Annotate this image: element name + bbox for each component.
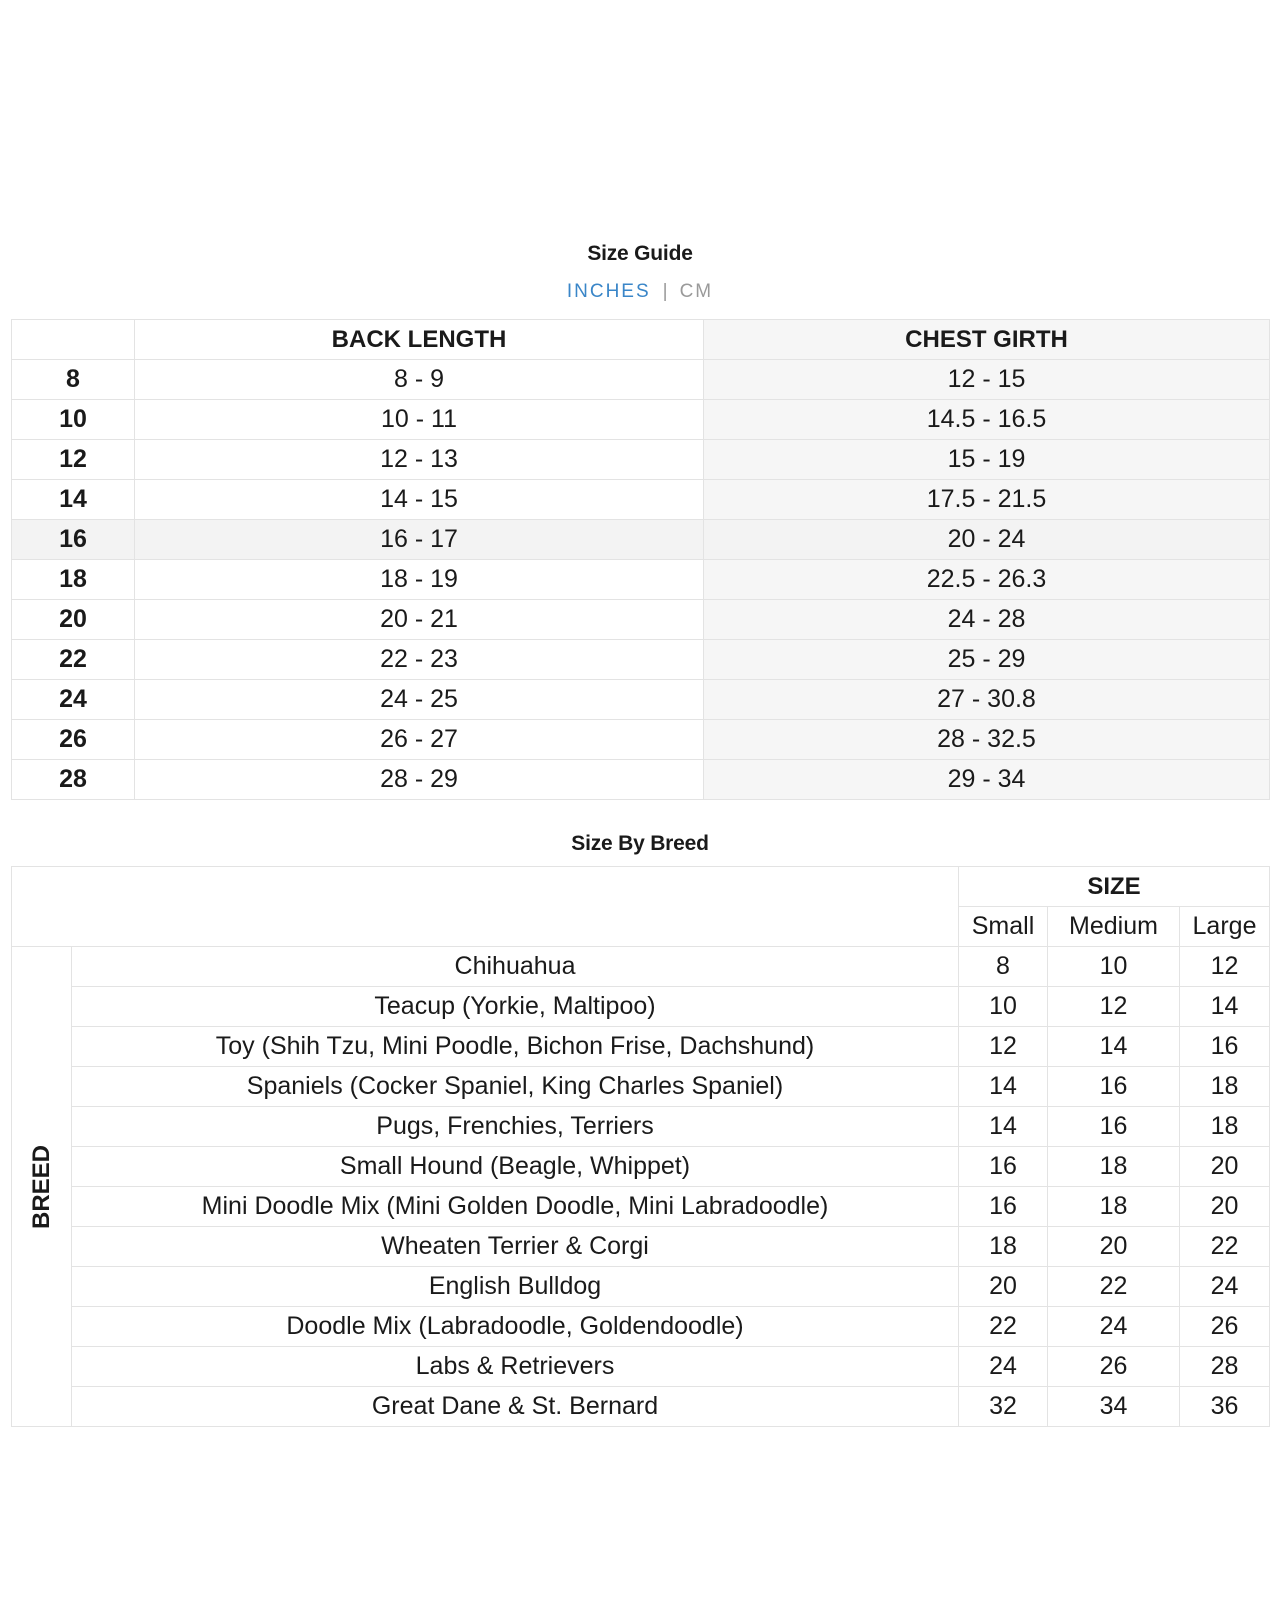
size-cell: 20 <box>12 600 135 640</box>
unit-option-inches[interactable]: INCHES <box>566 281 651 302</box>
table-row <box>12 360 1270 400</box>
table-row <box>12 1067 1270 1107</box>
table-row <box>12 440 1270 480</box>
chest-girth-cell: 12 - 15 <box>704 360 1270 400</box>
medium-size-cell: 18 <box>1048 1147 1180 1187</box>
table-row <box>12 1267 1270 1307</box>
chest-girth-cell: 27 - 30.8 <box>704 680 1270 720</box>
medium-size-cell: 16 <box>1048 1067 1180 1107</box>
unit-toggle <box>0 281 1280 303</box>
small-size-cell: 14 <box>959 1067 1048 1107</box>
table-row <box>12 640 1270 680</box>
chest-girth-cell: 15 - 19 <box>704 440 1270 480</box>
table-row <box>12 1387 1270 1427</box>
medium-size-cell: 26 <box>1048 1347 1180 1387</box>
breed-name-cell: Great Dane & St. Bernard <box>72 1387 959 1427</box>
unit-option-cm[interactable]: CM <box>679 281 714 302</box>
header-size <box>12 320 135 360</box>
back-length-cell: 26 - 27 <box>135 720 704 760</box>
size-cell: 12 <box>12 440 135 480</box>
large-size-cell: 14 <box>1180 987 1270 1027</box>
table-row <box>12 1307 1270 1347</box>
breed-label-cell <box>12 947 72 1427</box>
breed-name-cell: Small Hound (Beagle, Whippet) <box>72 1147 959 1187</box>
chest-girth-cell: 20 - 24 <box>704 520 1270 560</box>
small-size-cell: 20 <box>959 1267 1048 1307</box>
size-by-breed-title: Size By Breed <box>571 832 709 855</box>
medium-size-cell: 22 <box>1048 1267 1180 1307</box>
chest-girth-cell: 22.5 - 26.3 <box>704 560 1270 600</box>
header-back-length: BACK LENGTH <box>135 320 704 360</box>
chest-girth-cell: 14.5 - 16.5 <box>704 400 1270 440</box>
small-size-cell: 16 <box>959 1187 1048 1227</box>
medium-size-cell: 34 <box>1048 1387 1180 1427</box>
size-header: SIZE <box>959 867 1270 907</box>
size-by-breed-table <box>11 866 1270 1427</box>
small-size-cell: 18 <box>959 1227 1048 1267</box>
back-length-cell: 16 - 17 <box>135 520 704 560</box>
table-row <box>12 947 1270 987</box>
large-size-cell: 28 <box>1180 1347 1270 1387</box>
table-row <box>12 400 1270 440</box>
breed-name-cell: Chihuahua <box>72 947 959 987</box>
medium-size-cell: 16 <box>1048 1107 1180 1147</box>
medium-size-cell: 24 <box>1048 1307 1180 1347</box>
small-size-cell: 32 <box>959 1387 1048 1427</box>
breed-name-cell: Teacup (Yorkie, Maltipoo) <box>72 987 959 1027</box>
medium-size-cell: 10 <box>1048 947 1180 987</box>
size-cell: 22 <box>12 640 135 680</box>
small-size-cell: 12 <box>959 1027 1048 1067</box>
large-size-cell: 12 <box>1180 947 1270 987</box>
medium-size-cell: 12 <box>1048 987 1180 1027</box>
table-row <box>12 560 1270 600</box>
size-cell: 24 <box>12 680 135 720</box>
table-row <box>12 720 1270 760</box>
breed-name-cell: Mini Doodle Mix (Mini Golden Doodle, Mini Labradoodle) <box>72 1187 959 1227</box>
back-length-cell: 24 - 25 <box>135 680 704 720</box>
size-guide-table <box>11 319 1270 800</box>
size-cell: 26 <box>12 720 135 760</box>
table-row <box>12 600 1270 640</box>
table-row <box>12 987 1270 1027</box>
medium-size-cell: 18 <box>1048 1187 1180 1227</box>
breed-size-header-row <box>12 867 1270 907</box>
large-size-cell: 24 <box>1180 1267 1270 1307</box>
table-row <box>12 680 1270 720</box>
small-size-cell: 16 <box>959 1147 1048 1187</box>
chest-girth-cell: 28 - 32.5 <box>704 720 1270 760</box>
breed-name-cell: English Bulldog <box>72 1267 959 1307</box>
table-row <box>12 1027 1270 1067</box>
size-cell: 8 <box>12 360 135 400</box>
medium-size-cell: 20 <box>1048 1227 1180 1267</box>
back-length-cell: 20 - 21 <box>135 600 704 640</box>
breed-name-cell: Pugs, Frenchies, Terriers <box>72 1107 959 1147</box>
small-size-cell: 14 <box>959 1107 1048 1147</box>
size-guide-header-row <box>12 320 1270 360</box>
large-size-cell: 26 <box>1180 1307 1270 1347</box>
large-size-cell: 18 <box>1180 1067 1270 1107</box>
table-row <box>12 760 1270 800</box>
header-chest-girth: CHEST GIRTH <box>704 320 1270 360</box>
size-cell: 16 <box>12 520 135 560</box>
table-row <box>12 1347 1270 1387</box>
back-length-cell: 8 - 9 <box>135 360 704 400</box>
column-header-large: Large <box>1180 907 1270 947</box>
back-length-cell: 28 - 29 <box>135 760 704 800</box>
unit-separator: | <box>662 281 668 302</box>
large-size-cell: 20 <box>1180 1187 1270 1227</box>
small-size-cell: 8 <box>959 947 1048 987</box>
size-cell: 10 <box>12 400 135 440</box>
column-header-medium: Medium <box>1048 907 1180 947</box>
small-size-cell: 22 <box>959 1307 1048 1347</box>
back-length-cell: 18 - 19 <box>135 560 704 600</box>
size-cell: 28 <box>12 760 135 800</box>
chest-girth-cell: 29 - 34 <box>704 760 1270 800</box>
table-row <box>12 1227 1270 1267</box>
breed-name-cell: Toy (Shih Tzu, Mini Poodle, Bichon Frise, Dachshund) <box>72 1027 959 1067</box>
chest-girth-cell: 25 - 29 <box>704 640 1270 680</box>
table-row <box>12 520 1270 560</box>
size-cell: 18 <box>12 560 135 600</box>
medium-size-cell: 14 <box>1048 1027 1180 1067</box>
breed-name-cell: Doodle Mix (Labradoodle, Goldendoodle) <box>72 1307 959 1347</box>
back-length-cell: 10 - 11 <box>135 400 704 440</box>
chest-girth-cell: 17.5 - 21.5 <box>704 480 1270 520</box>
size-cell: 14 <box>12 480 135 520</box>
breed-name-cell: Wheaten Terrier & Corgi <box>72 1227 959 1267</box>
chest-girth-cell: 24 - 28 <box>704 600 1270 640</box>
large-size-cell: 36 <box>1180 1387 1270 1427</box>
small-size-cell: 24 <box>959 1347 1048 1387</box>
small-size-cell: 10 <box>959 987 1048 1027</box>
table-row <box>12 1147 1270 1187</box>
large-size-cell: 16 <box>1180 1027 1270 1067</box>
back-length-cell: 12 - 13 <box>135 440 704 480</box>
breed-header-blank <box>12 867 959 947</box>
large-size-cell: 22 <box>1180 1227 1270 1267</box>
back-length-cell: 14 - 15 <box>135 480 704 520</box>
breed-name-cell: Labs & Retrievers <box>72 1347 959 1387</box>
large-size-cell: 18 <box>1180 1107 1270 1147</box>
table-row <box>12 1107 1270 1147</box>
breed-name-cell: Spaniels (Cocker Spaniel, King Charles Spaniel) <box>72 1067 959 1107</box>
column-header-small: Small <box>959 907 1048 947</box>
breed-label: BREED <box>27 1144 55 1229</box>
size-guide-title: Size Guide <box>587 242 693 265</box>
large-size-cell: 20 <box>1180 1147 1270 1187</box>
table-row <box>12 480 1270 520</box>
table-row <box>12 1187 1270 1227</box>
back-length-cell: 22 - 23 <box>135 640 704 680</box>
